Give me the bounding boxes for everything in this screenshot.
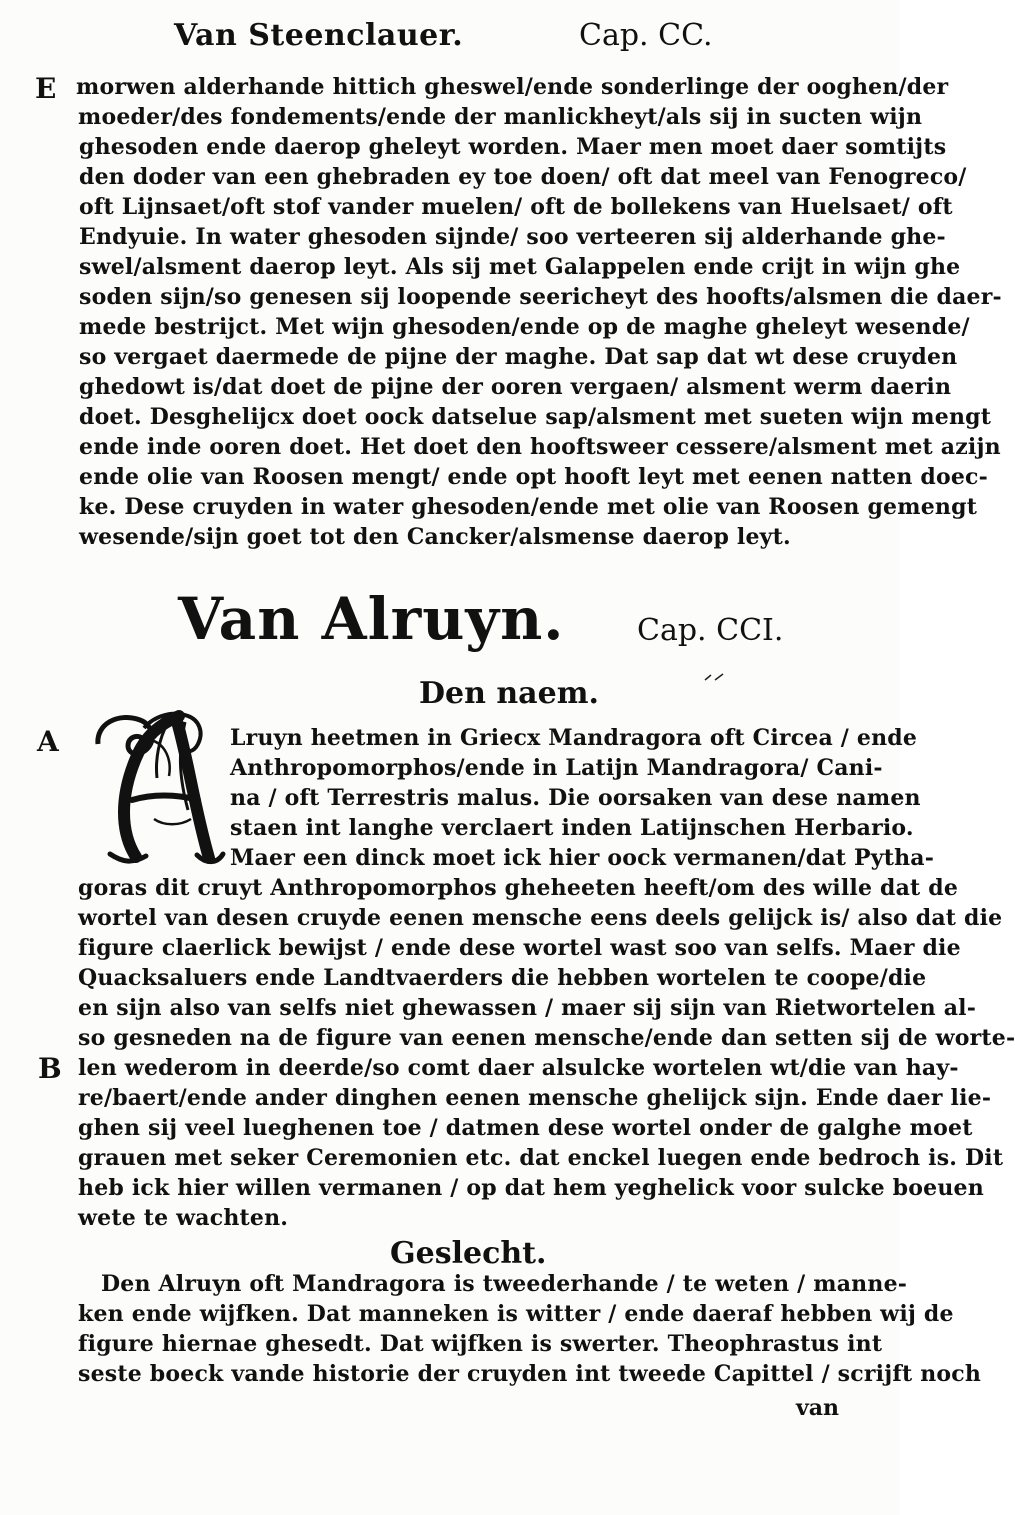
paragraph-line: figure hiernae ghesedt. Dat wijfken is swerter. Theophrastus int <box>78 1331 883 1357</box>
margin-marker-a: A <box>37 725 59 758</box>
paragraph-line: morwen alderhande hittich gheswel/ende sonderlinge der ooghen/der <box>76 74 949 100</box>
paragraph-line: den doder van een ghebraden ey toe doen/ oft dat meel van Fenogreco/ <box>79 164 967 190</box>
paragraph-line: wortel van desen cruyde eenen mensche eens deels gelijck is/ also dat die <box>78 905 1003 931</box>
paragraph-line: so gesneden na de figure van eenen mensche/ende dan setten sij de worte- <box>78 1025 1015 1051</box>
paragraph-line: Maer een dinck moet ick hier oock vermanen/dat Pytha- <box>230 845 935 871</box>
paragraph-line: so vergaet daermede de pijne der maghe. Dat sap dat wt dese cruyden <box>79 344 958 370</box>
paragraph-line: Lruyn heetmen in Griecx Mandragora oft Circea / ende <box>230 725 918 751</box>
catchword: van <box>796 1395 840 1421</box>
margin-marker-b: B <box>38 1052 62 1085</box>
paragraph-line: wete te wachten. <box>78 1205 289 1231</box>
paragraph-line: seste boeck vande historie der cruyden int tweede Capittel / scrijft noch <box>78 1361 982 1387</box>
section-heading-name: Den naem. <box>419 676 599 711</box>
paragraph-line: soden sijn/so genesen sij loopende seericheyt des hoofts/alsmen die daer- <box>79 284 1002 310</box>
print-mark-icon <box>703 672 727 684</box>
paragraph-line: ghedowt is/dat doet de pijne der ooren vergaen/ alsment werm daerin <box>79 374 952 400</box>
paragraph-line: ke. Dese cruyden in water ghesoden/ende met olie van Roosen gemengt <box>79 494 978 520</box>
paragraph-line: ghen sij veel lueghenen toe / datmen dese wortel onder de galghe moet <box>78 1115 973 1141</box>
paragraph-line: Quacksaluers ende Landtvaerders die hebben wortelen te coope/die <box>78 965 927 991</box>
paragraph-line: doet. Desghelijcx doet oock datselue sap/alsment met sueten wijn mengt <box>79 404 992 430</box>
chapter-heading: Van Alruyn. <box>178 585 565 653</box>
chapter-number: Cap. CCI. <box>637 613 784 648</box>
paragraph-line: ghesoden ende daerop gheleyt worden. Maer men moet daer somtijts <box>79 134 947 160</box>
paragraph-line: grauen met seker Ceremonien etc. dat enckel luegen ende bedroch is. Dit <box>78 1145 1004 1171</box>
paragraph-line: figure claerlick bewijst / ende dese wortel wast soo van selfs. Maer die <box>78 935 961 961</box>
paragraph-line: Anthropomorphos/ende in Latijn Mandragora/ Cani- <box>230 755 883 781</box>
paragraph-line: goras dit cruyt Anthropomorphos gheheeten heeft/om des wille dat de <box>78 875 959 901</box>
paragraph-line: staen int langhe verclaert inden Latijnschen Herbario. <box>230 815 914 841</box>
running-chapter-number: Cap. CC. <box>579 18 713 53</box>
paragraph-line: Den Alruyn oft Mandragora is tweederhande / te weten / manne- <box>101 1271 908 1297</box>
paragraph-line: heb ick hier willen vermanen / op dat hem yeghelick voor sulcke boeuen <box>78 1175 984 1201</box>
paragraph-line: ende olie van Roosen mengt/ ende opt hooft leyt met eenen natten doec- <box>79 464 988 490</box>
paragraph-line: ende inde ooren doet. Het doet den hooftsweer cessere/alsment met azijn <box>79 434 1001 460</box>
paragraph-line: re/baert/ende ander dinghen eenen mensche ghelijck sijn. Ende daer lie- <box>78 1085 992 1111</box>
paragraph-line: mede bestrijct. Met wijn ghesoden/ende op de maghe gheleyt wesende/ <box>79 314 970 340</box>
paragraph-line: en sijn also van selfs niet ghewassen / maer sij sijn van Rietwortelen al- <box>78 995 977 1021</box>
paragraph-line: ken ende wijfken. Dat manneken is witter / ende daeraf hebben wij de <box>78 1301 954 1327</box>
paragraph-line: oft Lijnsaet/oft stof vander muelen/ oft de bollekens van Huelsaet/ oft <box>79 194 953 220</box>
section-marker-e: E <box>35 72 57 105</box>
ornamental-initial-a-icon <box>78 704 225 868</box>
section-heading-kind: Geslecht. <box>390 1236 547 1271</box>
running-title: Van Steenclauer. <box>174 18 464 53</box>
paragraph-line: swel/alsment daerop leyt. Als sij met Galappelen ende crijt in wijn ghe <box>79 254 961 280</box>
paragraph-line: Endyuie. In water ghesoden sijnde/ soo verteeren sij alderhande ghe- <box>79 224 946 250</box>
paragraph-line: moeder/des fondements/ende der manlickheyt/als sij in sucten wijn <box>78 104 923 130</box>
paragraph-line: na / oft Terrestris malus. Die oorsaken van dese namen <box>230 785 921 811</box>
paragraph-line: wesende/sijn goet tot den Cancker/alsmense daerop leyt. <box>79 524 791 550</box>
paragraph-line: len wederom in deerde/so comt daer alsulcke wortelen wt/die van hay- <box>78 1055 959 1081</box>
